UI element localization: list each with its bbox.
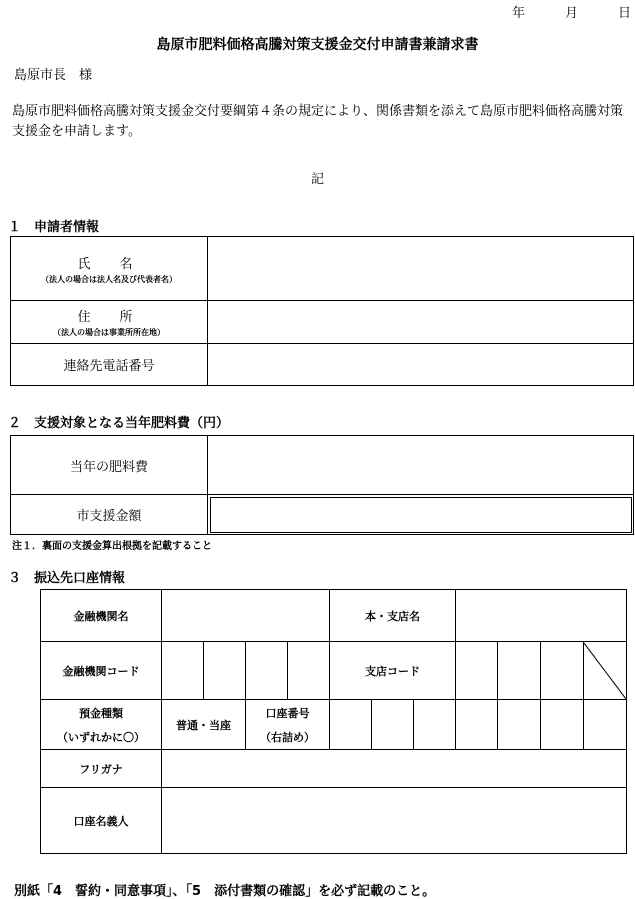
section1-title: １ 申請者情報 xyxy=(8,220,100,235)
ki-heading: 記 xyxy=(310,172,324,187)
support-amount-label: 市支援金額 xyxy=(11,495,208,535)
phone-label: 連絡先電話番号 xyxy=(11,344,208,386)
addressee: 島原市長 様 xyxy=(14,68,93,83)
bank-name-field[interactable] xyxy=(162,590,330,642)
branch-code-digit-1[interactable] xyxy=(456,642,498,700)
account-number-label-cell xyxy=(246,700,330,750)
address-label-cell xyxy=(11,301,208,344)
furigana-label: フリガナ xyxy=(41,750,162,788)
diagonal-line xyxy=(584,643,626,699)
note-1: 注１．裏面の支援金算出根拠を記載すること xyxy=(12,541,212,552)
branch-code-label: 支店コード xyxy=(330,642,456,700)
section2-title: ２ 支援対象となる当年肥料費（円） xyxy=(8,416,230,431)
name-field[interactable] xyxy=(208,237,634,301)
branch-name-field[interactable] xyxy=(456,590,627,642)
branch-name-label: 本・支店名 xyxy=(330,590,456,642)
furigana-field[interactable] xyxy=(162,750,627,788)
support-amount-field[interactable] xyxy=(208,495,634,535)
date-line xyxy=(512,2,631,21)
name-sub-label: （法人の場合は法人名及び代表者名） xyxy=(41,274,177,284)
branch-code-digit-3[interactable] xyxy=(541,642,584,700)
date-year: 年 xyxy=(512,6,526,21)
deposit-type-label-cell xyxy=(41,700,162,750)
branch-code-digit-2[interactable] xyxy=(498,642,541,700)
bank-code-digit-4[interactable] xyxy=(288,642,330,700)
address-sub-label: （法人の場合は事業所所在地） xyxy=(53,328,165,337)
account-digit-6[interactable] xyxy=(541,700,584,750)
deposit-options[interactable]: 普通・当座 xyxy=(162,700,246,750)
date-month: 月 xyxy=(565,6,579,21)
address-label: 住 所 xyxy=(77,310,141,325)
applicant-table xyxy=(10,236,634,386)
phone-field[interactable] xyxy=(208,344,634,386)
bank-account-table xyxy=(40,589,627,854)
account-digit-3[interactable] xyxy=(414,700,456,750)
footer-note: 別紙「4 誓約・同意事項」、「5 添付書類の確認」を必ず記載のこと。 xyxy=(14,884,436,899)
name-label: 氏 名 xyxy=(77,256,141,272)
fertilizer-cost-label: 当年の肥料費 xyxy=(11,436,208,495)
deposit-type-sub: （いずれかに〇） xyxy=(57,730,145,744)
name-label-cell xyxy=(11,237,208,301)
body-text: 島原市肥料価格高騰対策支援金交付要綱第４条の規定により、関係書類を添えて島原市肥料価格高騰対策支援金を申請します。 xyxy=(12,104,624,139)
account-holder-field[interactable] xyxy=(162,788,627,854)
account-number-sub: （右詰め） xyxy=(260,730,315,744)
fertilizer-cost-field[interactable] xyxy=(208,436,634,495)
bank-code-digit-2[interactable] xyxy=(204,642,246,700)
address-field[interactable] xyxy=(208,301,634,344)
account-digit-5[interactable] xyxy=(498,700,541,750)
account-holder-label: 口座名義人 xyxy=(41,788,162,854)
section3-title: ３ 振込先口座情報 xyxy=(8,571,126,586)
account-digit-1[interactable] xyxy=(330,700,372,750)
account-digit-2[interactable] xyxy=(372,700,414,750)
deposit-type-label: 預金種類 xyxy=(79,706,123,720)
account-number-label: 口座番号 xyxy=(265,706,310,720)
fertilizer-cost-table xyxy=(10,435,634,535)
account-digit-7[interactable] xyxy=(584,700,627,750)
account-digit-4[interactable] xyxy=(456,700,498,750)
bank-code-digit-1[interactable] xyxy=(162,642,204,700)
document-title: 島原市肥料価格高騰対策支援金交付申請書兼請求書 xyxy=(156,37,479,53)
bank-name-label: 金融機関名 xyxy=(41,590,162,642)
branch-code-diagonal-cell xyxy=(584,642,627,700)
bank-code-label: 金融機関コード xyxy=(41,642,162,700)
date-day: 日 xyxy=(618,6,632,21)
bank-code-digit-3[interactable] xyxy=(246,642,288,700)
